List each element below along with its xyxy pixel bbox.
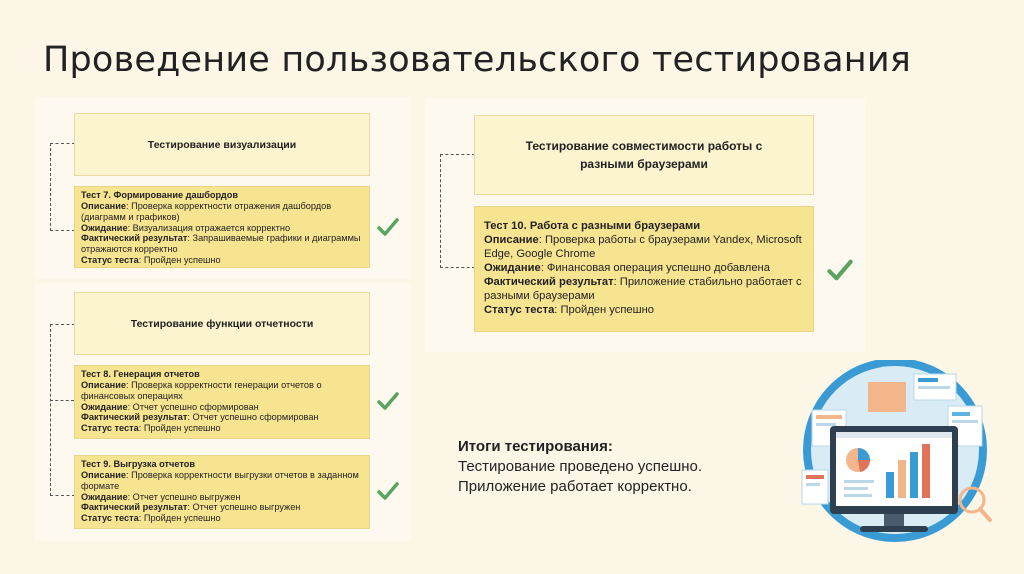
check-icon <box>827 258 853 282</box>
section-heading-browsers <box>474 115 814 195</box>
section-heading-reporting <box>74 292 370 355</box>
page-title: Проведение пользовательского тестирования <box>43 40 912 80</box>
summary-heading: Итоги тестирования: <box>458 438 613 455</box>
test-result: Фактический результат: Запрашиваемые графики и диаграммы отражаются корректно <box>81 233 361 255</box>
connector <box>50 324 75 496</box>
test-card-7 <box>74 186 370 268</box>
check-icon <box>377 391 399 411</box>
test-name: Тест 10. Работа с разными браузерами <box>484 220 701 232</box>
test-name: Тест 9. Выгрузка отчетов <box>81 459 195 469</box>
test-description: Описание: Проверка корректности отражения дашбордов (диаграмм и графиков) <box>81 200 332 222</box>
dashboard-monitor-illustration <box>790 360 1000 555</box>
heading-text: Тестирование визуализации <box>147 138 297 151</box>
connector <box>440 154 475 268</box>
test-card-8 <box>74 365 370 439</box>
test-result: Фактический результат: Отчет успешно сформирован <box>81 412 319 423</box>
test-description: Описание: Проверка работы с браузерами Yandex, Microsoft Edge, Google Chrome <box>484 234 802 260</box>
heading-text: Тестирование функции отчетности <box>130 317 314 330</box>
test-status: Статус теста: Пройден успешно <box>81 513 221 524</box>
check-icon <box>377 217 399 237</box>
connector <box>50 400 74 401</box>
test-expectation: Ожидание: Визуализация отражается корректно <box>81 222 291 233</box>
connector <box>50 143 75 231</box>
summary-block <box>458 437 702 497</box>
check-icon <box>377 481 399 501</box>
test-expectation: Ожидание: Финансовая операция успешно добавлена <box>484 262 770 274</box>
summary-line: Тестирование проведено успешно. <box>458 458 703 475</box>
test-expectation: Ожидание: Отчет успешно сформирован <box>81 401 259 412</box>
test-status: Статус теста: Пройден успешно <box>81 255 221 266</box>
test-card-9 <box>74 455 370 529</box>
test-status: Статус теста: Пройден успешно <box>484 304 655 316</box>
test-name: Тест 7. Формирование дашбордов <box>81 190 238 200</box>
test-description: Описание: Проверка корректности выгрузки отчетов в заданном формате <box>81 469 359 491</box>
test-card-10 <box>474 206 814 332</box>
test-description: Описание: Проверка корректности генерации отчетов о финансовых операциях <box>81 379 322 401</box>
summary-line: Приложение работает корректно. <box>458 478 692 495</box>
test-result: Фактический результат: Отчет успешно выгружен <box>81 502 301 513</box>
test-status: Статус теста: Пройден успешно <box>81 423 221 434</box>
test-name: Тест 8. Генерация отчетов <box>81 369 200 379</box>
test-result: Фактический результат: Приложение стабильно работает с разными браузерами <box>484 276 802 302</box>
section-heading-visualization <box>74 113 370 176</box>
test-expectation: Ожидание: Отчет успешно выгружен <box>81 491 241 502</box>
heading-text: Тестирование совместимости работы с разными браузерами <box>525 139 763 171</box>
